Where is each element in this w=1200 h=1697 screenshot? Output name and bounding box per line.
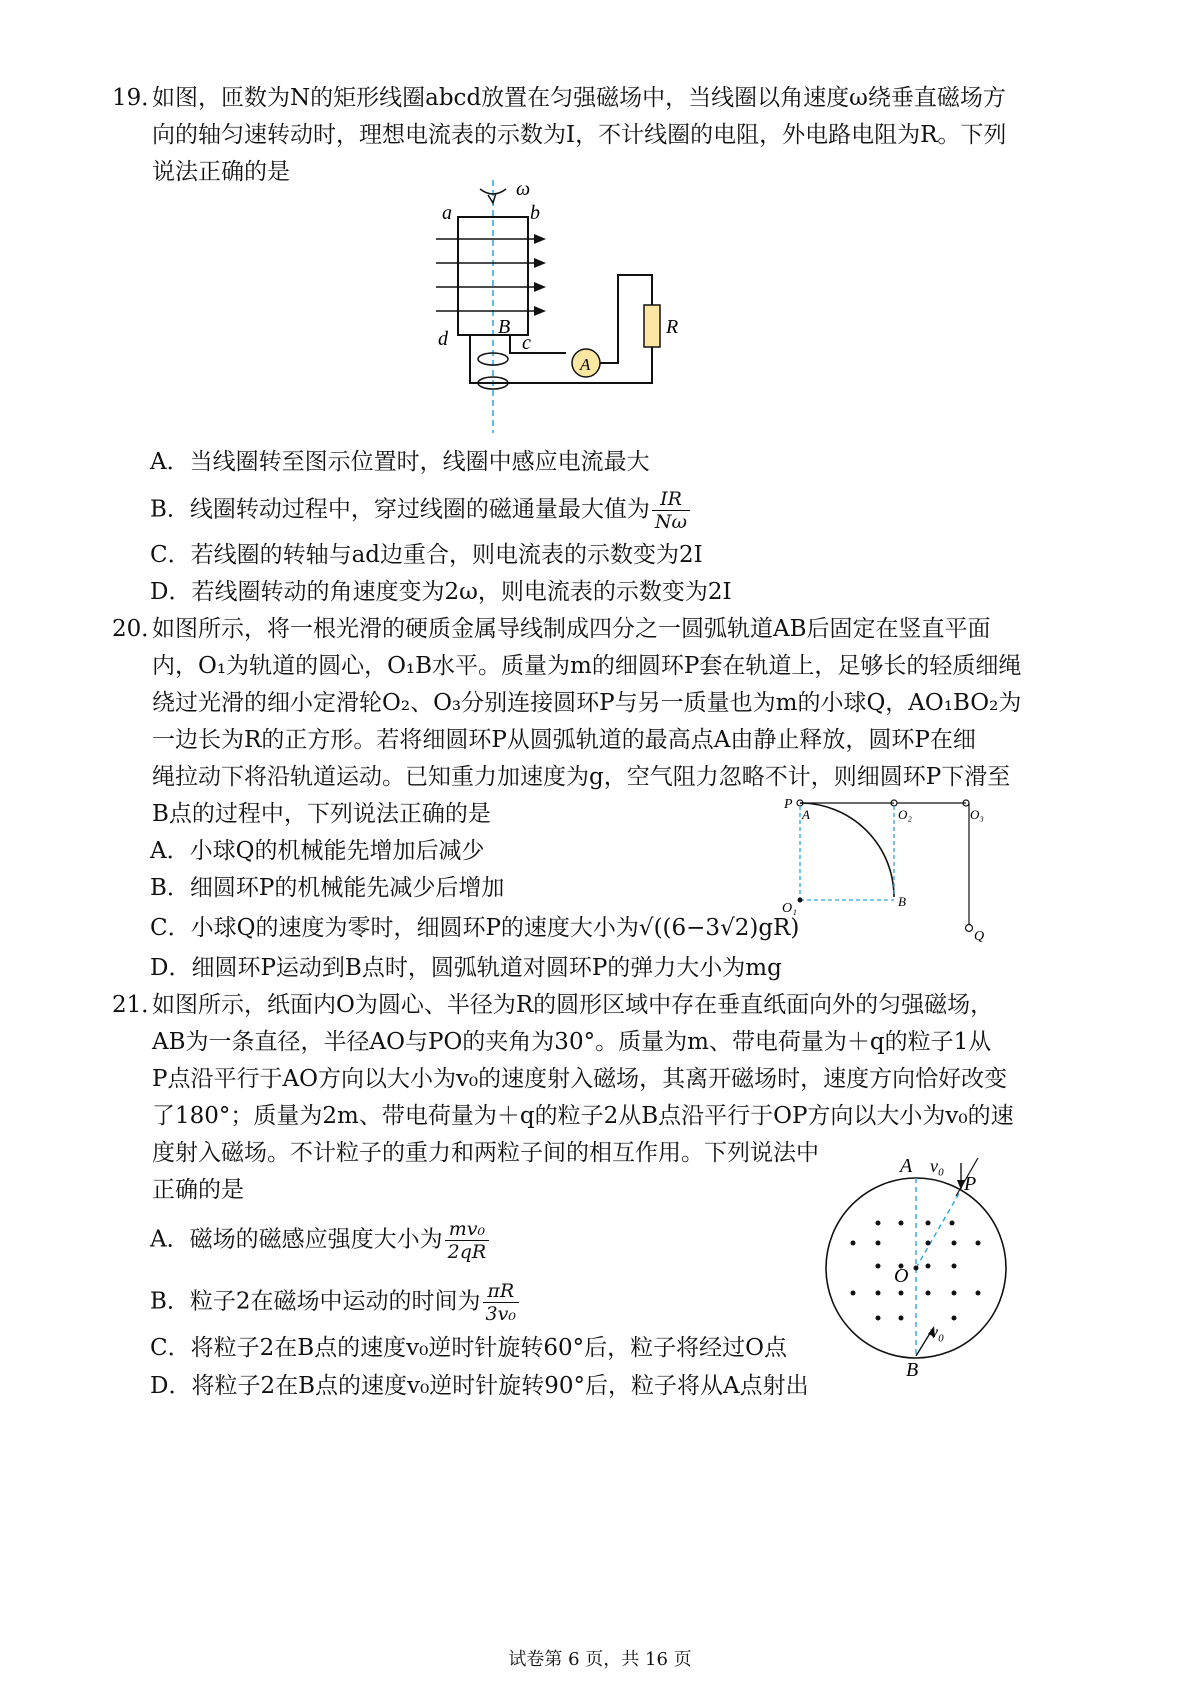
- q20-option-b: B．细圆环P的机械能先减少后增加: [150, 875, 505, 901]
- q21-label-P: P: [964, 1173, 977, 1195]
- q20-option-a: A．小球Q的机械能先增加后减少: [150, 838, 485, 864]
- q19-label-b: b: [530, 202, 540, 224]
- q20-label-Q: Q: [974, 929, 985, 944]
- q19-label-R: R: [666, 316, 679, 338]
- q20-option-d: D．细圆环P运动到B点时，圆弧轨道对圆环P的弹力大小为mg: [150, 955, 782, 981]
- q20-number: 20．: [112, 616, 165, 642]
- q19-number: 19．: [112, 85, 165, 111]
- q20-label-P: P: [784, 797, 793, 812]
- q19-coil-figure: [430, 175, 690, 435]
- q20-stem-line-1: 如图所示，将一根光滑的硬质金属导线制成四分之一圆弧轨道AB后固定在竖直平面: [152, 616, 991, 642]
- q21-stem-line-3: P点沿平行于AO方向以大小为v₀的速度射入磁场，其离开磁场时，速度方向恰好改变: [152, 1066, 1008, 1092]
- q19-option-c: C．若线圈的转轴与ad边重合，则电流表的示数变为2I: [150, 542, 703, 568]
- q21-label-O: O: [894, 1265, 909, 1287]
- q19-stem-line-1: 如图，匝数为N的矩形线圈abcd放置在匀强磁场中，当线圈以角速度ω绕垂直磁场方: [152, 85, 1006, 111]
- q19-option-d: D．若线圈转动的角速度变为2ω，则电流表的示数变为2I: [150, 579, 732, 605]
- q19-resistor: [644, 305, 660, 347]
- page-footer: 试卷第 6 页，共 16 页: [508, 1649, 692, 1670]
- q20-stem-line-4: 一边长为R的正方形。若将细圆环P从圆弧轨道的最高点A由静止释放，圆环P在细: [152, 727, 976, 753]
- q21-label-v0-top: v₀: [930, 1158, 945, 1176]
- q20-track-figure: [780, 796, 1000, 946]
- q21-label-B: B: [906, 1359, 919, 1378]
- q21-stem-line-2: AB为一条直径，半径AO与PO的夹角为30°。质量为m、带电荷量为＋q的粒子1从: [152, 1029, 992, 1055]
- q21-option-c: C．将粒子2在B点的速度v₀逆时针旋转60°后，粒子将经过O点: [150, 1335, 787, 1361]
- q20-label-O1: O₁: [782, 901, 797, 916]
- q19-omega-label: ω: [516, 178, 531, 200]
- q21-option-d: D．将粒子2在B点的速度v₀逆时针旋转90°后，粒子将从A点射出: [150, 1373, 809, 1399]
- q21-label-A: A: [900, 1158, 913, 1177]
- q21-field-figure: [816, 1158, 1016, 1378]
- q19-label-d: d: [438, 328, 448, 350]
- q20-label-B: B: [898, 894, 906, 909]
- q21-stem-line-4: 了180°；质量为2m、带电荷量为＋q的粒子2从B点沿平行于OP方向以大小为v₀的速: [152, 1103, 1014, 1129]
- q21-option-b: B．粒子2在磁场中运动的时间为 $\frac{\pi R}{\text{3v₀}}$: [150, 1280, 521, 1325]
- q20-stem-line-2: 内，O₁为轨道的圆心，O₁B水平。质量为m的细圆环P套在轨道上，足够长的轻质细绳: [152, 653, 1022, 679]
- q19-stem-line-2: 向的轴匀速转动时，理想电流表的示数为I，不计线圈的电阻，外电路电阻为R。下列: [152, 122, 1007, 148]
- q21-stem-line-1: 如图所示，纸面内O为圆心、半径为R的圆形区域中存在垂直纸面向外的匀强磁场，: [152, 992, 994, 1018]
- q19-label-c: c: [522, 332, 531, 354]
- q21-option-a: A．磁场的磁感应强度大小为 $\frac{\text{mv₀}}{2qR}$: [150, 1218, 491, 1263]
- q19-stem-line-3: 说法正确的是: [152, 159, 290, 185]
- q19-ammeter-label: A: [580, 355, 591, 374]
- q21-stem-line-6: 正确的是: [152, 1177, 244, 1203]
- q19-label-B: B: [498, 316, 511, 338]
- q20-stem-line-5: 绳拉动下将沿轨道运动。已知重力加速度为g，空气阻力忽略不计，则细圆环P下滑至: [152, 764, 1011, 790]
- q20-label-O3: O₃: [970, 807, 984, 822]
- q20-option-c: C．小球Q的速度为零时，细圆环P的速度大小为√((6−3√2)gR): [150, 915, 800, 941]
- q21-label-v0-bottom: v₀: [930, 1322, 945, 1342]
- q20-label-A: A: [802, 807, 810, 822]
- q20-stem-line-3: 绕过光滑的细小定滑轮O₂、O₃分别连接圆环P与另一质量也为m的小球Q，AO₁BO₂为: [152, 690, 1022, 716]
- q19-option-a: A．当线圈转至图示位置时，线圈中感应电流最大: [150, 449, 650, 475]
- q21-number: 21．: [112, 992, 165, 1018]
- q19-option-b: B．线圈转动过程中，穿过线圈的磁通量最大值为 $\frac{IR}{N\omega}$: [150, 488, 692, 533]
- q19-label-a: a: [442, 202, 452, 224]
- q20-label-O2: O₂: [898, 807, 912, 822]
- q20-stem-line-6: B点的过程中，下列说法正确的是: [152, 801, 491, 827]
- q21-stem-line-5: 度射入磁场。不计粒子的重力和两粒子间的相互作用。下列说法中: [152, 1140, 819, 1166]
